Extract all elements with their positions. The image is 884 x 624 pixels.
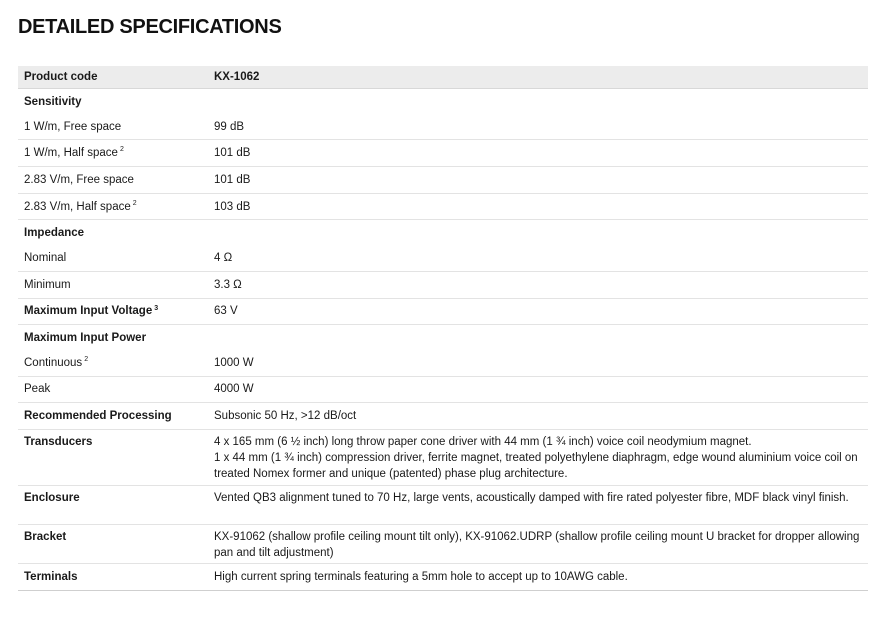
footnote-marker: 3 bbox=[154, 304, 159, 312]
row-value: 4 Ω bbox=[214, 251, 233, 264]
footnote-marker: 2 bbox=[119, 146, 124, 154]
group-heading: Sensitivity bbox=[24, 96, 82, 108]
group-heading-impedance bbox=[18, 220, 868, 245]
table-row-bracket bbox=[18, 525, 868, 564]
row-label: Peak bbox=[24, 383, 51, 396]
row-label: Minimum bbox=[24, 278, 71, 291]
group-heading: Impedance bbox=[24, 227, 85, 240]
table-row bbox=[18, 350, 868, 377]
footnote-marker: 2 bbox=[84, 355, 89, 363]
row-value: KX-1062 bbox=[214, 71, 260, 83]
group-heading: Maximum Input Power bbox=[24, 332, 147, 345]
row-value: 101 dB bbox=[214, 147, 251, 160]
row-value: KX-91062 (shallow profile ceiling mount tilt only), KX-91062.UDRP (shallow profile ceiling mount U bracket for dropper allowing pan and tilt adjustment) bbox=[214, 530, 860, 559]
transducer-line: 4 x 165 mm (6 ½ inch) long throw paper cone driver with 44 mm (1 ¾ inch) voice coil neodymium magnet. bbox=[214, 435, 752, 448]
table-row-recommended-processing bbox=[18, 403, 868, 430]
row-label: Maximum Input Voltage $^3$ bbox=[24, 304, 159, 318]
table-row bbox=[18, 377, 868, 404]
row-value: 99 dB bbox=[214, 120, 245, 133]
table-row bbox=[18, 140, 868, 167]
row-value: Subsonic 50 Hz, >12 dB/oct bbox=[214, 410, 357, 423]
row-label: Recommended Processing bbox=[24, 410, 172, 423]
row-label: Enclosure bbox=[24, 491, 80, 504]
transducer-line: 1 x 44 mm (1 ¾ inch) compression driver, ferrite magnet, treated polyethylene diaphragm, edge wound aluminium voice coil on treated Nomex former and unique (patented) phase plug architecture. bbox=[214, 451, 858, 480]
row-value: 63 V bbox=[214, 305, 238, 318]
row-label: Bracket bbox=[24, 530, 67, 543]
row-label: 2.83 V/m, Half space $^2$ bbox=[24, 199, 137, 213]
table-row bbox=[18, 194, 868, 221]
page-title: DETAILED SPECIFICATIONS bbox=[18, 16, 282, 38]
row-value: 103 dB bbox=[214, 200, 251, 213]
row-label: Continuous $^2$ bbox=[24, 355, 89, 369]
row-value: Vented QB3 alignment tuned to 70 Hz, large vents, acoustically damped with fire rated polyester fibre, MDF black vinyl finish. bbox=[214, 491, 849, 504]
table-row-enclosure bbox=[18, 486, 868, 525]
table-row bbox=[18, 245, 868, 272]
row-label: 1 W/m, Half space $^2$ bbox=[24, 146, 124, 160]
table-row-transducers bbox=[18, 430, 868, 486]
table-row-product-code bbox=[18, 66, 868, 89]
row-label: Nominal bbox=[24, 251, 67, 264]
table-row bbox=[18, 167, 868, 194]
spec-table bbox=[18, 66, 868, 591]
group-heading-max-input-power bbox=[18, 325, 868, 350]
row-value: 4000 W bbox=[214, 383, 254, 396]
row-label: Product code bbox=[24, 71, 98, 83]
table-row-terminals bbox=[18, 564, 868, 591]
row-label: 1 W/m, Free space bbox=[24, 120, 122, 133]
row-label: Transducers bbox=[24, 435, 93, 448]
table-row-max-input-voltage bbox=[18, 299, 868, 326]
row-label: 2.83 V/m, Free space bbox=[24, 173, 134, 186]
row-value: 1000 W bbox=[214, 356, 254, 369]
row-value bbox=[214, 434, 868, 482]
group-heading-sensitivity bbox=[18, 89, 868, 114]
table-row bbox=[18, 272, 868, 299]
footnote-marker: 2 bbox=[132, 199, 137, 207]
row-value: 101 dB bbox=[214, 173, 251, 186]
row-value: 3.3 Ω bbox=[214, 278, 242, 291]
table-row bbox=[18, 114, 868, 141]
row-value: High current spring terminals featuring a 5mm hole to accept up to 10AWG cable. bbox=[214, 570, 628, 583]
row-label: Terminals bbox=[24, 570, 78, 583]
